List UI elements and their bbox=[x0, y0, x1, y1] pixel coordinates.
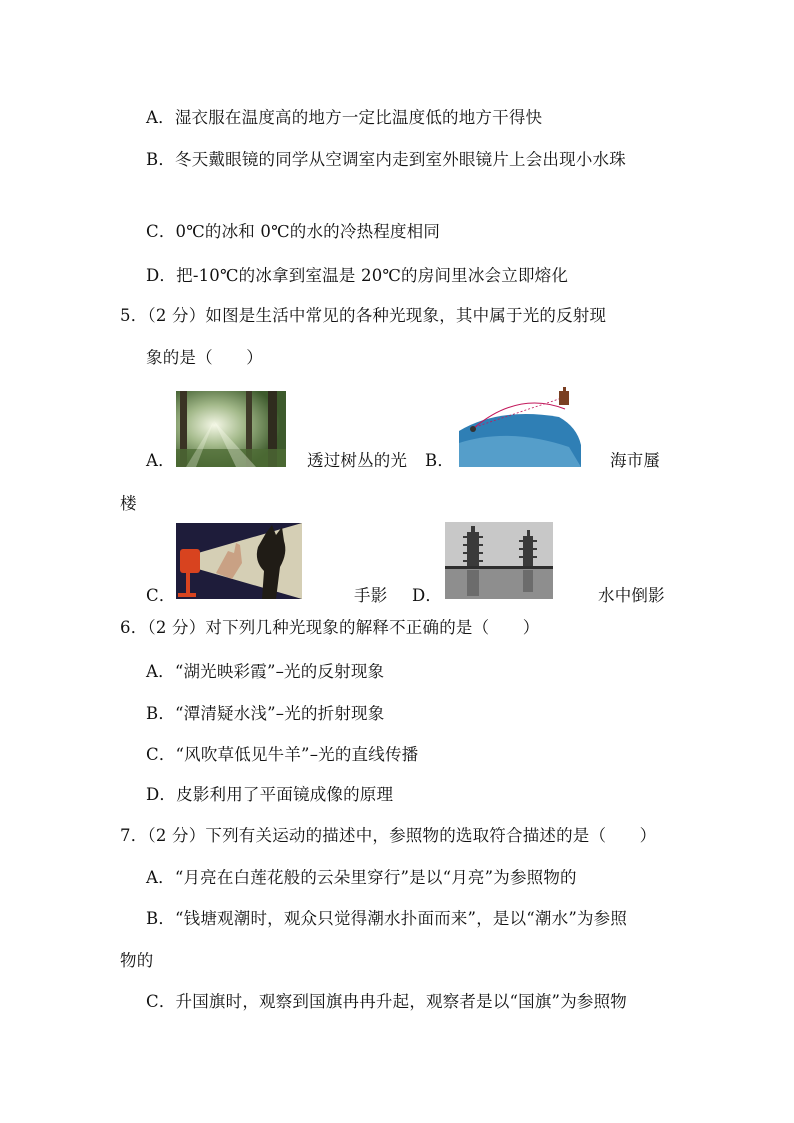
q5-stem-cont: 象的是（ ） bbox=[146, 348, 263, 367]
q4-option-b: B．冬天戴眼镜的同学从空调室内走到室外眼镜片上会出现小水珠 bbox=[146, 150, 626, 169]
q5-option-b-text-cont: 楼 bbox=[120, 494, 137, 513]
mirage-diagram-image bbox=[459, 387, 581, 467]
q7-stem: 7．（2 分）下列有关运动的描述中，参照物的选取符合描述的是（ ） bbox=[120, 826, 657, 845]
q6-stem: 6．（2 分）对下列几种光现象的解释不正确的是（ ） bbox=[120, 618, 540, 637]
q6-option-a: A．“湖光映彩霞”–光的反射现象 bbox=[146, 662, 385, 681]
q5-option-d-letter: D． bbox=[412, 586, 443, 605]
pagoda-reflection-image bbox=[445, 522, 553, 599]
q5-option-a-text: 透过树丛的光 bbox=[307, 451, 408, 470]
q6-option-c: C．“风吹草低见牛羊”–光的直线传播 bbox=[146, 745, 419, 764]
q7-option-c: C．升国旗时，观察到国旗冉冉升起，观察者是以“国旗”为参照物 bbox=[146, 992, 627, 1011]
q5-option-c-letter: C． bbox=[146, 586, 176, 605]
q4-option-a: A．湿衣服在温度高的地方一定比温度低的地方干得快 bbox=[146, 108, 543, 127]
hand-shadow-image bbox=[176, 523, 302, 599]
q5-stem: 5．（2 分）如图是生活中常见的各种光现象，其中属于光的反射现 bbox=[120, 306, 607, 325]
q7-option-b: B．“钱塘观潮时，观众只觉得潮水扑面而来”，是以“潮水”为参照 bbox=[146, 909, 628, 928]
q5-option-c-text: 手影 bbox=[354, 586, 388, 605]
q6-option-d: D．皮影利用了平面镜成像的原理 bbox=[146, 785, 394, 804]
q5-option-b-letter: B． bbox=[425, 451, 455, 470]
q7-option-b-cont: 物的 bbox=[120, 951, 154, 970]
q4-option-d: D．把-10℃的冰拿到室温是 20℃的房间里冰会立即熔化 bbox=[146, 266, 569, 285]
q5-option-a-letter: A． bbox=[146, 451, 175, 470]
forest-light-image bbox=[176, 391, 286, 467]
q6-option-b: B．“潭清疑水浅”–光的折射现象 bbox=[146, 704, 385, 723]
q5-option-d-text: 水中倒影 bbox=[598, 586, 665, 605]
q7-option-a: A．“月亮在白莲花般的云朵里穿行”是以“月亮”为参照物的 bbox=[146, 868, 577, 887]
q5-option-b-text: 海市蜃 bbox=[610, 451, 661, 470]
q4-option-c: C．0℃的冰和 0℃的水的冷热程度相同 bbox=[146, 222, 441, 241]
